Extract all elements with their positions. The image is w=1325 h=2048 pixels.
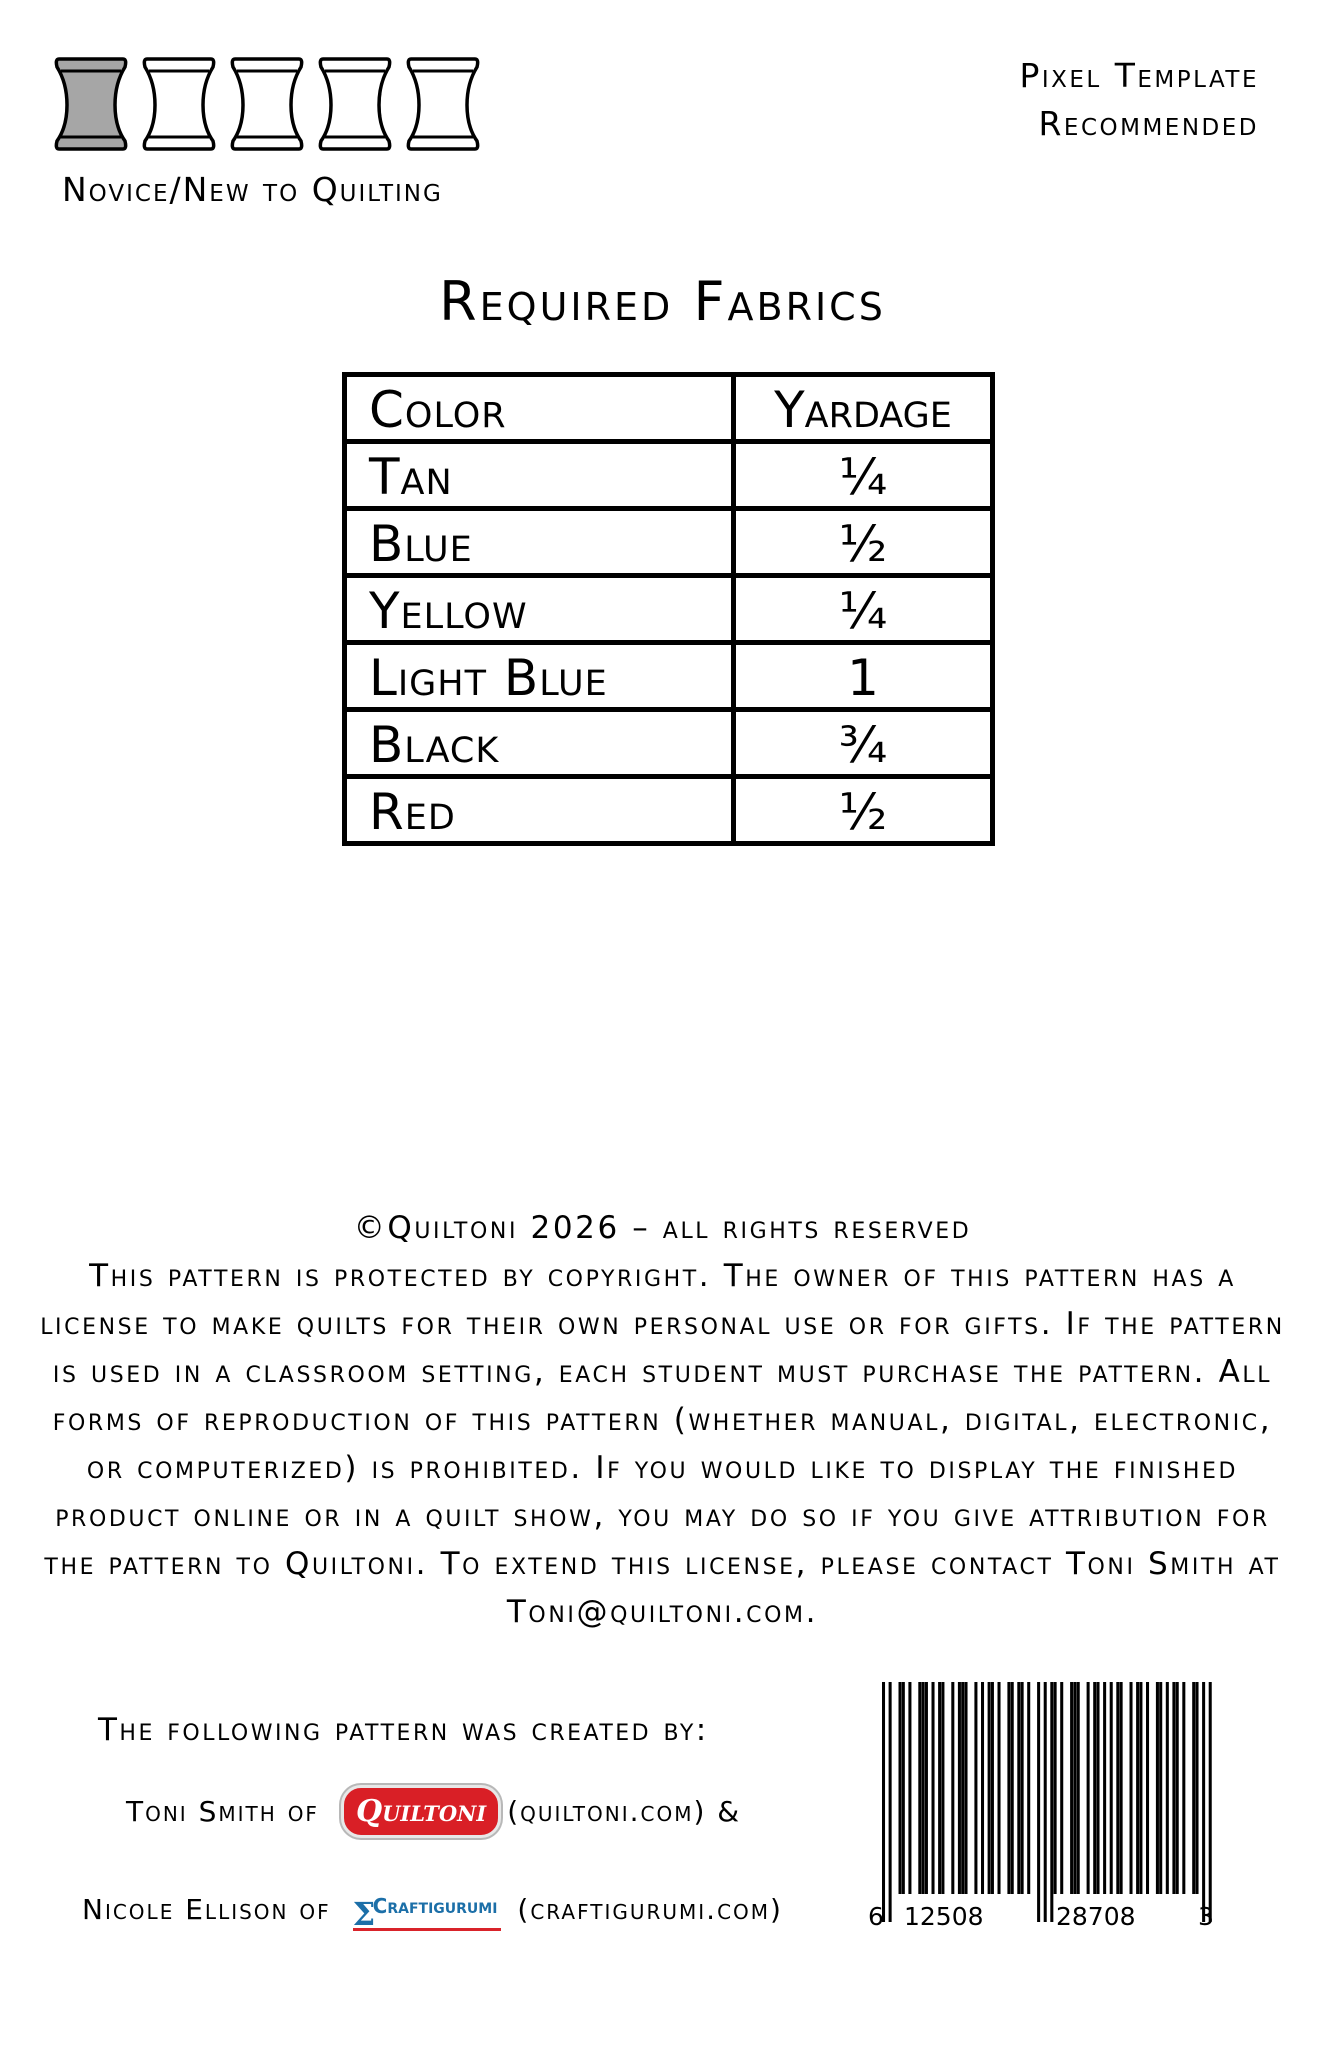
header-color: Color xyxy=(345,375,734,442)
template-note xyxy=(1019,52,1259,148)
barcode-digit-last: 3 xyxy=(1198,1902,1214,1931)
barcode-bar xyxy=(1146,1682,1149,1894)
barcode-bar xyxy=(1166,1682,1169,1894)
table-row xyxy=(345,777,993,844)
barcode-bar xyxy=(1159,1682,1162,1894)
barcode-bar xyxy=(1116,1682,1119,1894)
craftigurumi-logo xyxy=(352,1882,502,1936)
barcode-bar xyxy=(882,1682,885,1922)
barcode-bar xyxy=(1202,1682,1205,1922)
credit-nicole-name: Nicole Ellison of xyxy=(82,1893,331,1926)
fabric-color: Blue xyxy=(345,509,734,576)
barcode-bar xyxy=(1103,1682,1106,1894)
table-row xyxy=(345,710,993,777)
barcode-bar xyxy=(902,1682,905,1894)
barcode-digits-left: 12508 xyxy=(904,1902,984,1931)
credit-nicole xyxy=(82,1882,783,1936)
credit-toni-site: (quiltoni.com) & xyxy=(507,1795,742,1828)
table-header-row xyxy=(345,375,993,442)
barcode-bar xyxy=(1209,1682,1212,1922)
fabric-yardage: ½ xyxy=(734,509,993,576)
barcode-bar xyxy=(1120,1682,1123,1894)
barcode-bar xyxy=(918,1682,921,1894)
barcode-bar xyxy=(1139,1682,1142,1894)
template-note-line-1: Pixel Template xyxy=(1019,56,1259,95)
barcode-digit-first: 6 xyxy=(868,1902,884,1931)
barcode-bar xyxy=(938,1682,941,1894)
credit-toni-name: Toni Smith of xyxy=(126,1795,319,1828)
fabric-color: Black xyxy=(345,710,734,777)
credits-heading: The following pattern was created by: xyxy=(98,1712,709,1748)
barcode-bar xyxy=(932,1682,935,1894)
barcode-bar xyxy=(899,1682,902,1894)
barcode xyxy=(882,1682,1212,1922)
table-row xyxy=(345,442,993,509)
barcode-bar xyxy=(1070,1682,1073,1894)
copyright-line: ©Quiltoni 2026 – all rights reserved xyxy=(353,1210,972,1246)
barcode-bar xyxy=(1073,1682,1076,1894)
fabric-yardage: ¼ xyxy=(734,442,993,509)
barcode-bar xyxy=(1136,1682,1139,1894)
copyright-body: This pattern is protected by copyright. The owner of this pattern has a license to make quilts for their own personal use or for gifts. If the pattern is used in a classroom setting, each student must purchase the pattern. All forms of reproduction of this pattern (whether manual, digital, electronic, or computerized) is prohibited. If you would like to display the finished product online or in a quilt show, you may do so if you give attribution for the pattern to Quiltoni. To extend this license, please contact Toni Smith at Toni@quiltoni.com. xyxy=(40,1258,1285,1630)
fabric-color: Red xyxy=(345,777,734,844)
barcode-bar xyxy=(1021,1682,1024,1894)
barcode-bar xyxy=(922,1682,925,1894)
barcode-bar xyxy=(998,1682,1001,1894)
header-yardage: Yardage xyxy=(734,375,993,442)
barcode-bar xyxy=(1093,1682,1096,1894)
copyright-block xyxy=(30,1204,1295,1636)
barcode-bar xyxy=(1110,1682,1113,1894)
fabric-color: Tan xyxy=(345,442,734,509)
fabric-yardage: ¾ xyxy=(734,710,993,777)
barcode-bar xyxy=(1044,1682,1047,1922)
barcode-bar xyxy=(1060,1682,1063,1894)
barcode-bar xyxy=(974,1682,977,1894)
barcode-bar xyxy=(961,1682,964,1894)
barcode-bar xyxy=(1176,1682,1179,1894)
credit-toni xyxy=(126,1785,741,1838)
fabric-table xyxy=(342,372,995,846)
barcode-bar xyxy=(1192,1682,1195,1894)
barcode-bar xyxy=(1077,1682,1080,1894)
fabric-rows xyxy=(345,442,993,844)
barcode-bar xyxy=(991,1682,994,1894)
table-row xyxy=(345,509,993,576)
fabrics-title: Required Fabrics xyxy=(439,270,886,333)
barcode-bar xyxy=(1172,1682,1175,1894)
fabric-color: Yellow xyxy=(345,576,734,643)
barcode-bar xyxy=(988,1682,991,1894)
barcode-bar xyxy=(958,1682,961,1894)
barcode-bar xyxy=(925,1682,928,1894)
barcode-bar xyxy=(1156,1682,1159,1894)
barcode-bar xyxy=(965,1682,968,1894)
barcode-bar xyxy=(1027,1682,1030,1894)
quiltoni-logo: Quiltoni xyxy=(341,1785,501,1838)
barcode-bar xyxy=(951,1682,954,1894)
fabric-yardage: 1 xyxy=(734,643,993,710)
barcode-bar xyxy=(1130,1682,1133,1894)
craftigurumi-logo-text: Craftigurumi xyxy=(372,1894,498,1918)
crochet-hook-icon: ʃ xyxy=(352,1882,376,1936)
fabric-yardage: ¼ xyxy=(734,576,993,643)
barcode-bar xyxy=(889,1682,892,1922)
fabric-yardage: ½ xyxy=(734,777,993,844)
barcode-bar xyxy=(1097,1682,1100,1894)
barcode-bar xyxy=(1054,1682,1057,1894)
barcode-bar xyxy=(1007,1682,1010,1894)
difficulty-label: Novice/New to Quilting xyxy=(62,170,443,209)
template-note-line-2: Recommended xyxy=(1038,104,1259,143)
barcode-digits xyxy=(868,1902,1218,1936)
barcode-bar xyxy=(941,1682,944,1894)
barcode-bar xyxy=(981,1682,984,1894)
barcode-bar xyxy=(908,1682,911,1894)
barcode-bar xyxy=(1182,1682,1185,1894)
fabric-color: Light Blue xyxy=(345,643,734,710)
barcode-bar xyxy=(1196,1682,1199,1894)
barcode-bar xyxy=(1011,1682,1014,1894)
difficulty-spools xyxy=(53,55,483,155)
barcode-bar xyxy=(1087,1682,1090,1894)
barcode-bar xyxy=(1037,1682,1040,1922)
credit-nicole-site: (craftigurumi.com) xyxy=(517,1893,783,1926)
barcode-digits-right: 28708 xyxy=(1056,1902,1136,1931)
table-row xyxy=(345,576,993,643)
barcode-bar xyxy=(1017,1682,1020,1894)
barcode-bar xyxy=(1050,1682,1053,1922)
table-row xyxy=(345,643,993,710)
